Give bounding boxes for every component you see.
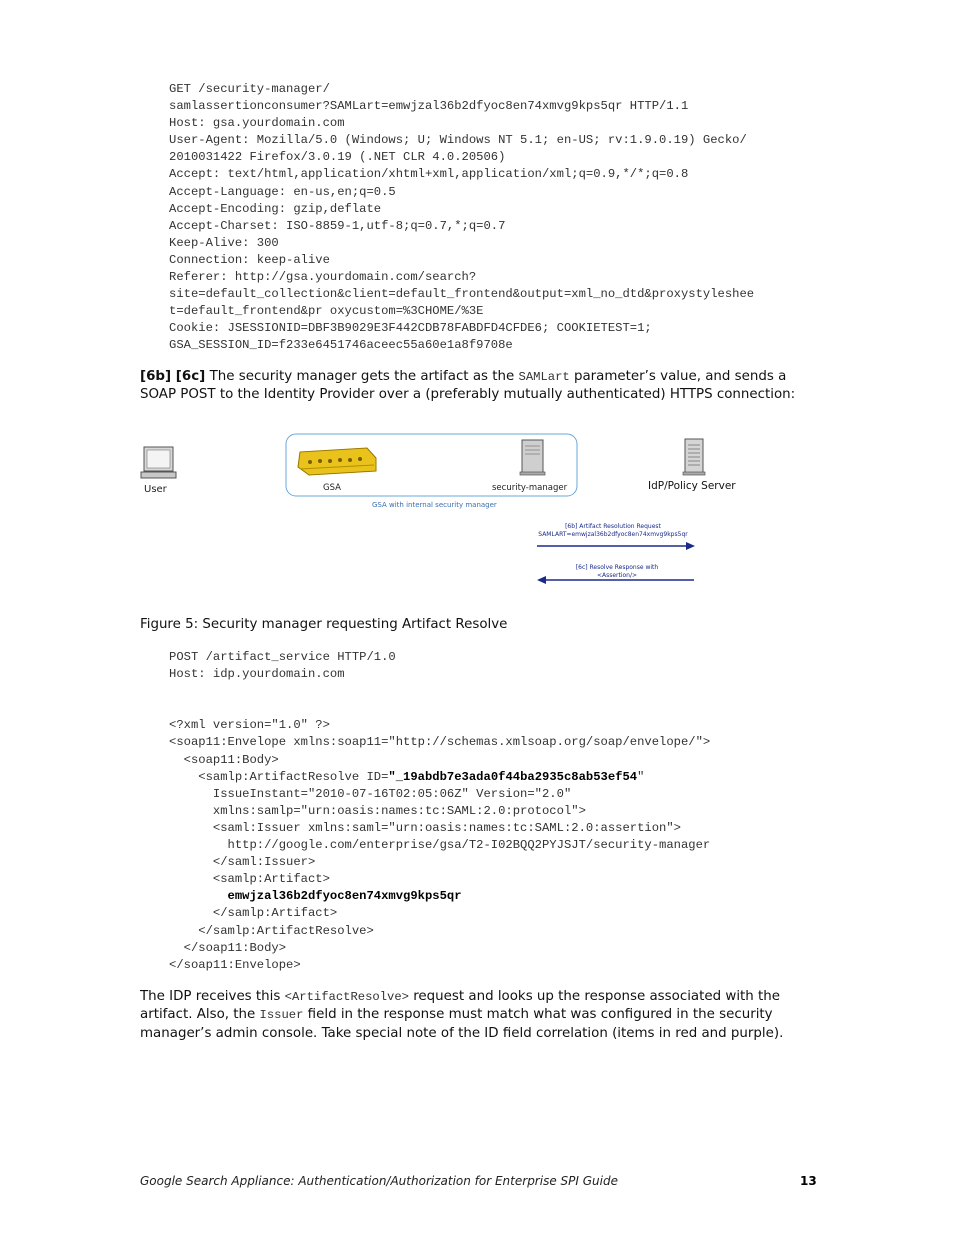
code-text: "	[637, 769, 645, 784]
paragraph-idp-receives	[140, 988, 820, 1042]
code-text: <samlp:ArtifactResolve ID=	[169, 769, 389, 784]
artifact-value: emwjzal36b2dfyoc8en74xmvg9kps5qr	[227, 889, 462, 904]
user-computer-icon	[141, 447, 176, 478]
code-line: <soap11:Envelope xmlns:soap11="http://schemas.xmlsoap.org/soap/envelope/">	[169, 735, 711, 750]
code-line: Accept: text/html,application/xhtml+xml,application/xml;q=0.9,*/*;q=0.8	[169, 167, 689, 182]
code-block-get-request	[169, 81, 754, 355]
idp-server-icon	[683, 439, 705, 475]
code-line: t=default_frontend&pr oxycustom=%3CHOME/%3E	[169, 304, 484, 319]
paragraph-text: field in the response must match what was configured in the security manager’s admin console. Take special note of the ID field correlation (items in red and purple).	[140, 1007, 784, 1041]
gsa-appliance-icon	[298, 448, 376, 475]
code-line: </saml:Issuer>	[169, 855, 316, 870]
request-arrow	[537, 542, 695, 550]
response-label-line2: <Assertion/>	[596, 572, 638, 579]
code-line: <samlp:Artifact>	[169, 872, 330, 887]
code-line: User-Agent: Mozilla/5.0 (Windows; U; Windows NT 5.1; en-US; rv:1.9.0.19) Gecko/	[169, 133, 747, 148]
paragraph-text: The IDP receives this	[140, 989, 285, 1004]
code-line: POST /artifact_service HTTP/1.0	[169, 650, 396, 664]
code-line: Accept-Charset: ISO-8859-1,utf-8;q=0.7,*;q=0.7	[169, 218, 506, 233]
code-line: Host: idp.yourdomain.com	[169, 667, 345, 682]
response-label-line1: [6c] Resolve Response with	[575, 564, 659, 571]
code-line	[169, 700, 710, 717]
request-label-line1: [6b] Artifact Resolution Request	[565, 523, 661, 530]
code-block-soap-request	[169, 649, 710, 974]
code-line: <saml:Issuer xmlns:saml="urn:oasis:names:tc:SAML:2.0:assertion">	[169, 820, 681, 835]
artifact-resolve-id-value: "_19abdb7e3ada0f44ba2935c8ab53ef54	[388, 769, 638, 784]
code-line: Cookie: JSESSIONID=DBF3B9029E3F442CDB78FABDFD4CFDE6; COOKIETEST=1;	[169, 321, 652, 336]
code-line-artifact-value	[169, 888, 710, 905]
inline-code-artifact-resolve: <ArtifactResolve>	[284, 990, 409, 1004]
security-manager-label: security-manager	[492, 483, 568, 493]
code-line: Keep-Alive: 300	[169, 235, 279, 250]
code-line: samlassertionconsumer?SAMLart=emwjzal36b2dfyoc8en74xmvg9kps5qr HTTP/1.1	[169, 99, 689, 114]
inline-code-samlart: SAMLart	[518, 370, 570, 384]
code-indent	[169, 889, 228, 903]
paragraph-6b-6c	[140, 368, 820, 404]
paragraph-text: request and looks up the response associated with the artifact. Also, the	[140, 989, 781, 1023]
code-line: <soap11:Body>	[169, 752, 279, 767]
gsa-label: GSA	[323, 483, 341, 493]
code-line: </samlp:ArtifactResolve>	[169, 923, 374, 938]
inline-code-issuer: Issuer	[259, 1008, 304, 1023]
security-manager-server-icon	[520, 440, 545, 475]
code-line: xmlns:samlp="urn:oasis:names:tc:SAML:2.0:protocol">	[169, 803, 586, 818]
response-arrow	[537, 576, 694, 584]
code-line: </soap11:Body>	[169, 940, 287, 955]
code-line: Host: gsa.yourdomain.com	[169, 116, 345, 131]
code-line-artifact-resolve-id	[169, 769, 710, 786]
step-tags: [6b] [6c]	[140, 369, 206, 384]
request-label-line2: SAMLART=emwjzal36b2dfyoc8en74xmvg9kps5qr	[538, 531, 688, 538]
code-line: </soap11:Envelope>	[169, 957, 301, 972]
code-line: Accept-Encoding: gzip,deflate	[169, 201, 382, 216]
code-line: IssueInstant="2010-07-16T02:05:06Z" Version="2.0"	[169, 786, 572, 801]
idp-label: IdP/Policy Server	[648, 480, 736, 492]
code-line: GSA_SESSION_ID=f233e6451746aceec55a60e1a8f9708e	[169, 338, 513, 353]
paragraph-text: parameter’s value, and sends a SOAP POST to the Identity Provider over a (preferably mutually authenticated) HTTPS connection:	[140, 369, 796, 403]
paragraph-text: The security manager gets the artifact as the	[205, 369, 519, 384]
code-line: Accept-Language: en-us,en;q=0.5	[169, 184, 396, 199]
code-line: http://google.com/enterprise/gsa/T2-I02BQQ2PYJSJT/security-manager	[169, 838, 711, 853]
figure-caption: Figure 5: Security manager requesting Artifact Resolve	[140, 617, 508, 632]
code-line: site=default_collection&client=default_frontend&output=xml_no_dtd&proxystyleshee	[169, 287, 755, 302]
code-line: GET /security-manager/	[169, 82, 330, 96]
code-line: </samlp:Artifact>	[169, 906, 338, 921]
gsa-group-label: GSA with internal security manager	[372, 501, 497, 509]
code-line: <?xml version="1.0" ?>	[169, 718, 330, 733]
user-label: User	[144, 484, 167, 495]
code-line: 2010031422 Firefox/3.0.19 (.NET CLR 4.0.20506)	[169, 150, 506, 165]
code-line: Referer: http://gsa.yourdomain.com/search?	[169, 270, 477, 285]
code-line: Connection: keep-alive	[169, 252, 330, 267]
gsa-group-box	[286, 434, 577, 496]
footer-page-number: 13	[800, 1174, 817, 1188]
footer-guide-title: Google Search Appliance: Authentication/Authorization for Enterprise SPI Guide	[140, 1174, 618, 1188]
code-line	[169, 683, 710, 700]
